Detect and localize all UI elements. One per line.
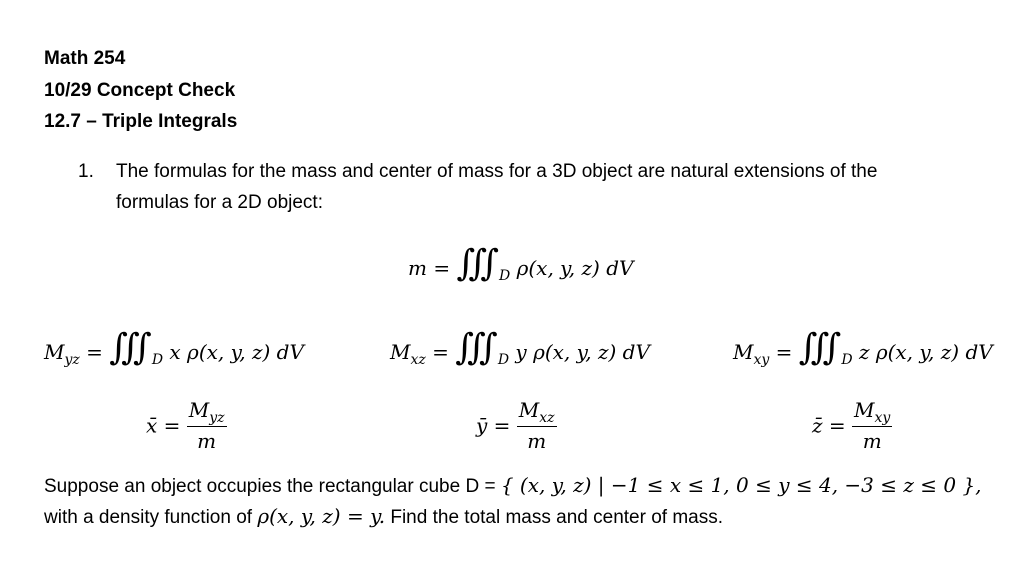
density-function: ρ(x, y, z) = y.	[257, 504, 386, 528]
triple-integral-icon: ∭	[455, 327, 498, 368]
triple-integral-icon: ∭	[109, 327, 152, 368]
intro-line-1: The formulas for the mass and center of mass for a 3D object are natural extensions of the	[116, 161, 878, 182]
assignment-title: 10/29 Concept Check	[44, 80, 236, 101]
fraction: $\frac{M_{yz}}{m}$	[188, 398, 225, 453]
triple-integral-icon: ∭	[456, 243, 500, 284]
triple-integral-icon: ∭	[798, 327, 842, 368]
domain-label: D	[499, 268, 511, 284]
suppose-text: Suppose an object occupies the rectangular cube D =	[44, 476, 501, 497]
question-text: Find the total mass and center of mass.	[385, 507, 724, 528]
suppose-line	[44, 473, 982, 498]
fraction: $\frac{M_{xz}}{m}$	[518, 398, 555, 453]
moment-xz-formula: $M_{xz}$ = $∭_D$ y ρ(x, y, z) dV	[390, 327, 650, 368]
density-line	[44, 504, 723, 529]
equals-sign: =	[433, 256, 457, 280]
mass-formula	[408, 243, 634, 284]
center-x-formula: x̄ = $\frac{M_{yz}}{m}$	[146, 398, 225, 453]
problem-number: 1.	[78, 161, 94, 182]
fraction: $\frac{M_{xy}}{m}$	[854, 398, 891, 453]
mass-lhs: m	[408, 256, 427, 280]
center-z-formula: z̄ = $\frac{M_{xy}}{m}$	[812, 398, 891, 453]
moment-yz-formula: $M_{yz}$ = $∭_D$ x ρ(x, y, z) dV	[44, 327, 304, 368]
mass-integrand: ρ(x, y, z) dV	[516, 256, 634, 280]
region-definition: { (x, y, z) | −1 ≤ x ≤ 1, 0 ≤ y ≤ 4, −3 ≤ z ≤ 0 },	[500, 473, 982, 497]
intro-line-2: formulas for a 2D object:	[116, 192, 323, 213]
center-y-formula: ȳ = $\frac{M_{xz}}{m}$	[476, 398, 555, 453]
moment-xy-formula: $M_{xy}$ = $∭_D$ z ρ(x, y, z) dV	[733, 327, 993, 368]
density-prefix: with a density function of	[44, 507, 258, 528]
course-title: Math 254	[44, 48, 126, 69]
section-title: 12.7 – Triple Integrals	[44, 111, 238, 132]
